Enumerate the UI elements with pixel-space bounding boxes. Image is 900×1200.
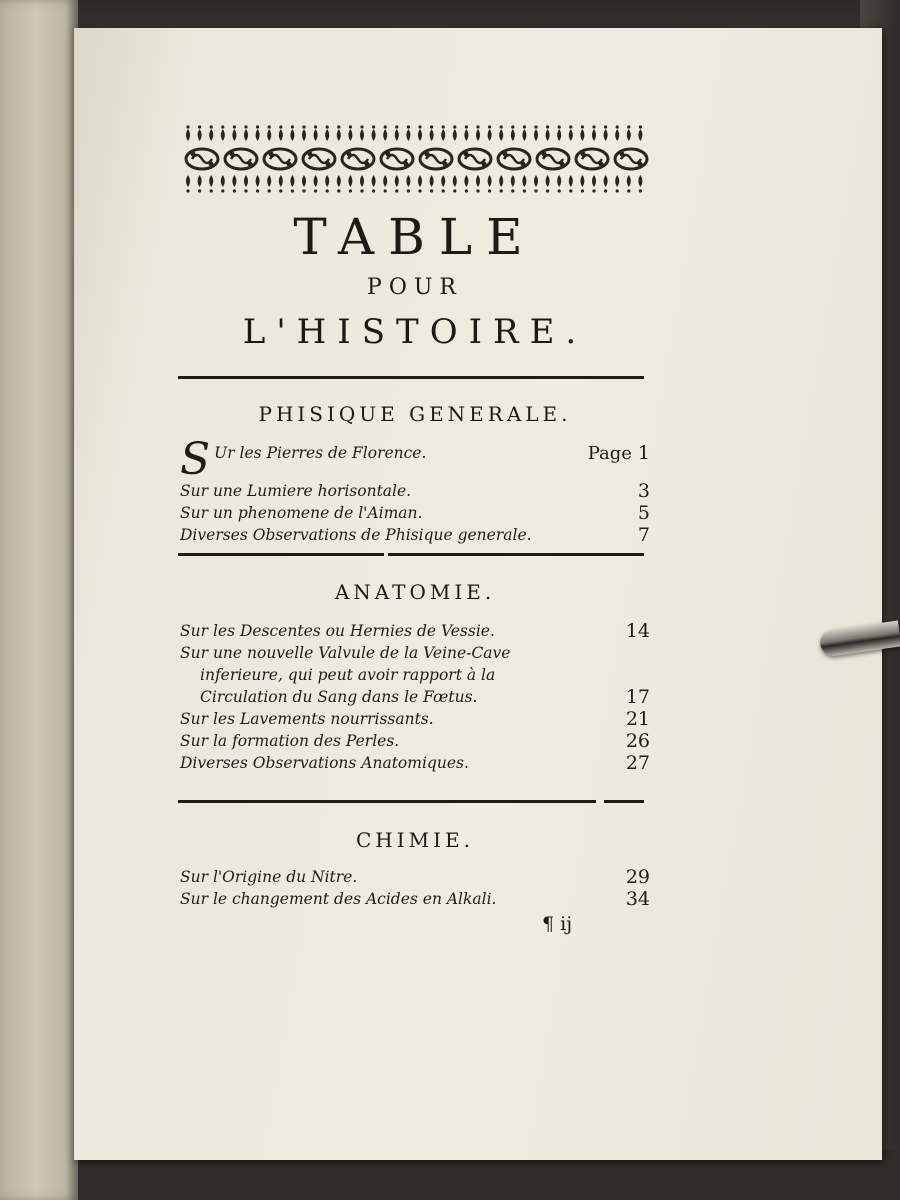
- headpiece-ornament: [182, 123, 652, 198]
- entry-title: Sur la formation des Perles.: [180, 732, 400, 750]
- entry-title: Sur une nouvelle Valvule de la Veine-Cave inferieure, qui peut avoir rapport à la Circulation du Sang dans le Fœtus.: [180, 644, 511, 706]
- entry-page: 14: [625, 620, 650, 642]
- page-label: Page: [587, 443, 632, 464]
- list-item: [180, 866, 650, 888]
- list-item: [180, 480, 650, 502]
- section-phisique-entries: [180, 434, 650, 546]
- entry-page: 3: [637, 480, 650, 502]
- list-item: [180, 620, 650, 642]
- entry-title: Sur le changement des Acides en Alkali.: [180, 890, 497, 908]
- list-item: [180, 434, 650, 485]
- entry-page: 21: [625, 708, 650, 730]
- entry-title: Diverses Observations Anatomiques.: [180, 754, 469, 772]
- entry-page: 7: [637, 524, 650, 546]
- list-item: [180, 730, 650, 752]
- divider-rule: [388, 553, 644, 556]
- list-item: [180, 708, 650, 730]
- list-item: [180, 502, 650, 524]
- entry-page: 1: [637, 442, 650, 464]
- list-item: [180, 642, 650, 708]
- entry-title: Sur un phenomene de l'Aiman.: [180, 504, 423, 522]
- section-heading-anatomie: ANATOMIE.: [334, 580, 496, 604]
- page-title: TABLE: [293, 208, 537, 266]
- signature-mark: ¶ ij: [542, 913, 573, 935]
- section-heading-phisique: PHISIQUE GENERALE.: [258, 402, 572, 426]
- title-pour: POUR: [367, 275, 463, 300]
- entry-title: Sur les Lavements nourrissants.: [180, 710, 434, 728]
- divider-rule: [604, 800, 644, 803]
- entry-title: Sur une Lumiere horisontale.: [180, 482, 412, 500]
- section-anatomie-entries: [180, 620, 650, 774]
- entry-title: Sur l'Origine du Nitre.: [180, 868, 358, 886]
- entry-page: 29: [625, 866, 650, 888]
- entry-page: 5: [637, 502, 650, 524]
- drop-capital: S: [180, 434, 211, 485]
- divider-rule: [178, 800, 596, 803]
- list-item: [180, 888, 650, 910]
- list-item: [180, 524, 650, 546]
- section-chimie-entries: [180, 866, 650, 910]
- facing-page: [0, 0, 78, 1200]
- entry-page: 17: [625, 686, 650, 708]
- entry-page: 34: [625, 888, 650, 910]
- entry-title: Diverses Observations de Phisique generale.: [180, 526, 532, 544]
- section-heading-chimie: CHIMIE.: [356, 828, 474, 852]
- divider-rule: [178, 553, 384, 556]
- divider-rule: [178, 376, 644, 379]
- title-histoire: L'HISTOIRE.: [242, 312, 588, 352]
- entry-page: 26: [625, 730, 650, 752]
- list-item: [180, 752, 650, 774]
- entry-title: Sur les Descentes ou Hernies de Vessie.: [180, 622, 495, 640]
- entry-page: 27: [625, 752, 650, 774]
- entry-title: Ur les Pierres de Florence.: [214, 444, 427, 462]
